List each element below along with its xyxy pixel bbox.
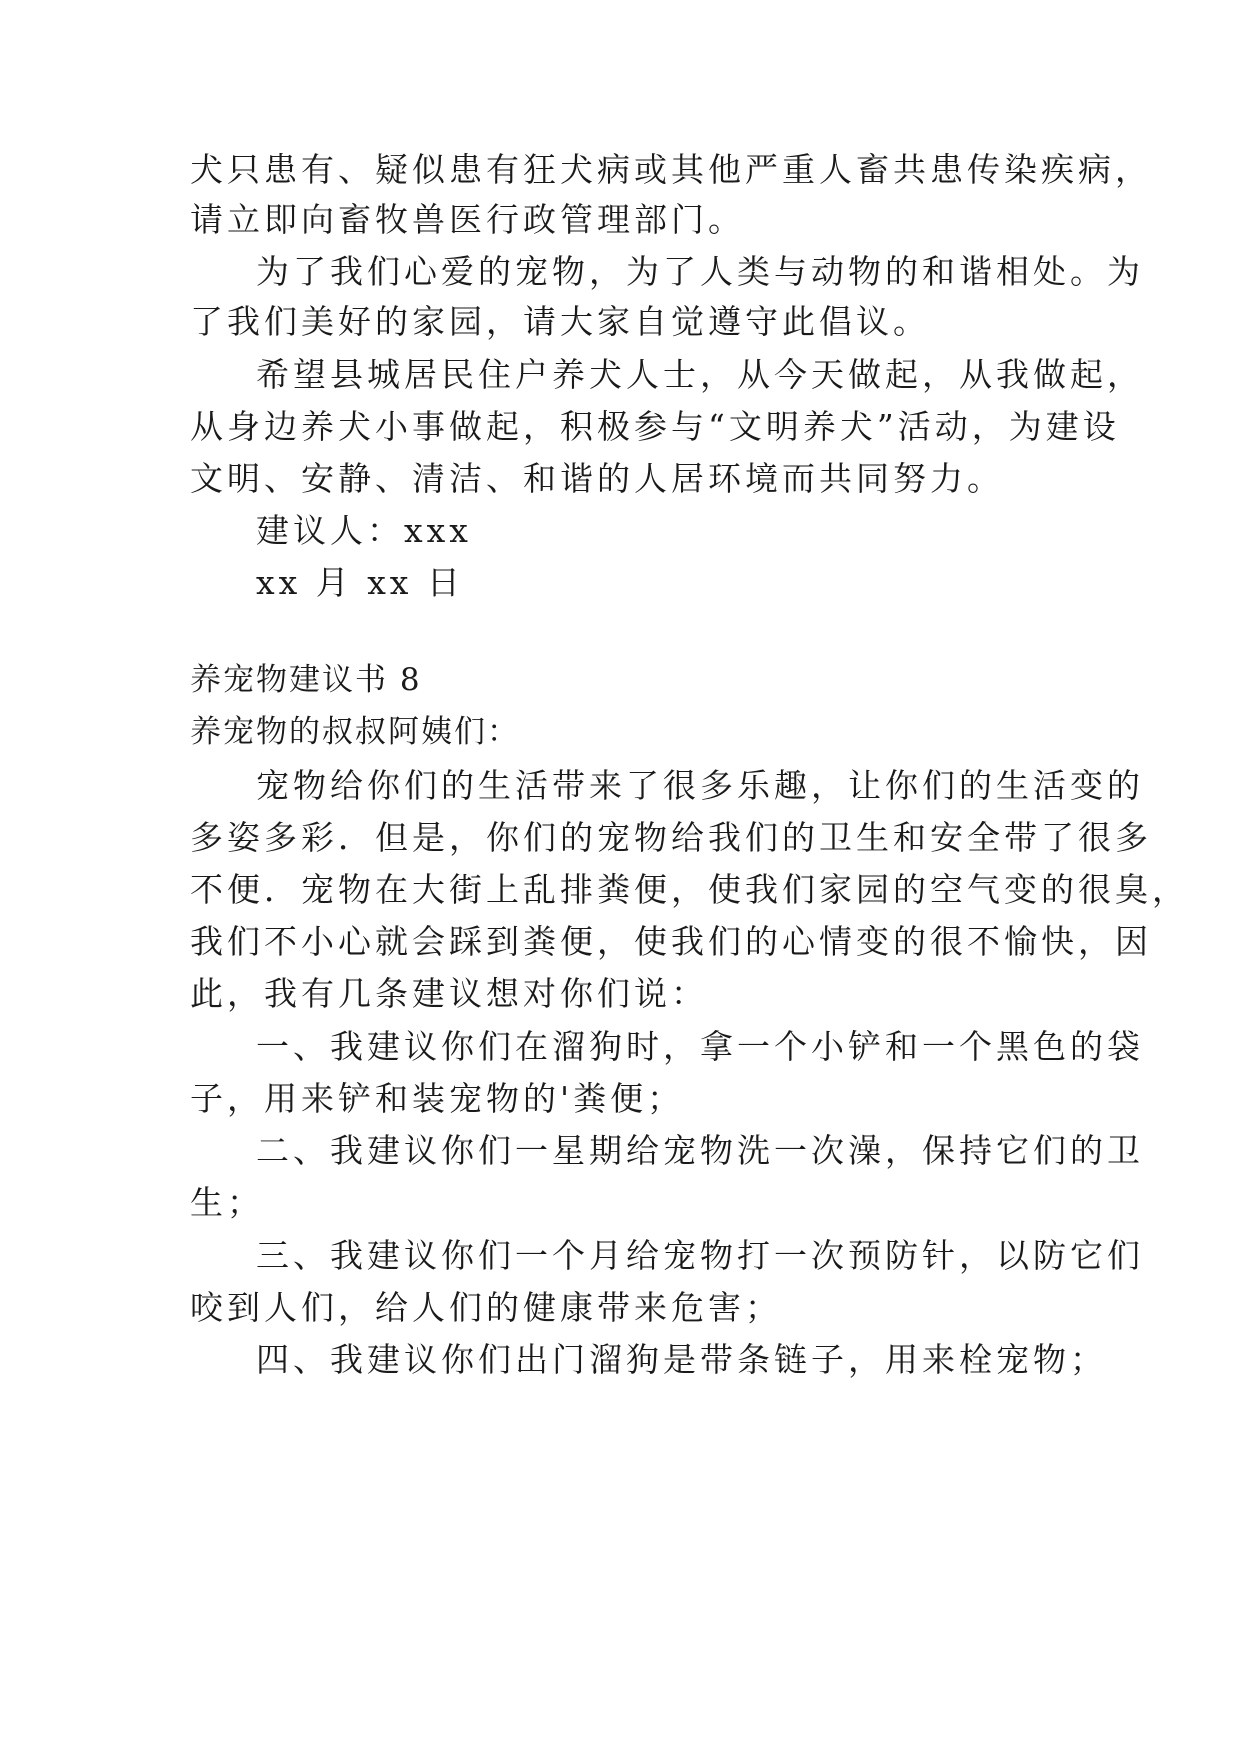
signature: 建议人：xxx <box>256 511 472 550</box>
paragraph-b-line-2: 了我们美好的家园，请大家自觉遵守此倡议。 <box>190 302 930 341</box>
paragraph-b-line-1: 为了我们心爱的宠物，为了人类与动物的和谐相处。为 <box>256 252 1144 291</box>
item-3-line-2: 咬到人们，给人们的健康带来危害； <box>190 1288 782 1327</box>
paragraph-c-line-3: 文明、安静、清洁、和谐的人居环境而共同努力。 <box>190 459 1004 498</box>
item-2-line-2: 生； <box>190 1183 264 1222</box>
date: xx 月 xx 日 <box>256 563 464 602</box>
paragraph-d-line-3: 不便．宠物在大街上乱排粪便，使我们家园的空气变的很臭， <box>190 870 1189 909</box>
paragraph-c-line-2: 从身边养犬小事做起，积极参与“文明养犬”活动，为建设 <box>190 407 1120 446</box>
item-3-line-1: 三、我建议你们一个月给宠物打一次预防针，以防它们 <box>256 1236 1144 1275</box>
item-1-line-1: 一、我建议你们在溜狗时，拿一个小铲和一个黑色的袋 <box>256 1027 1144 1066</box>
paragraph-d-line-1: 宠物给你们的生活带来了很多乐趣，让你们的生活变的 <box>256 766 1144 805</box>
salutation: 养宠物的叔叔阿姨们： <box>190 714 520 750</box>
paragraph-a-line-1: 犬只患有、疑似患有狂犬病或其他严重人畜共患传染疾病， <box>190 150 1152 189</box>
item-2-line-1: 二、我建议你们一星期给宠物洗一次澡，保持它们的卫 <box>256 1131 1144 1170</box>
paragraph-d-line-4: 我们不小心就会踩到粪便，使我们的心情变的很不愉快，因 <box>190 922 1152 961</box>
item-4-line-1: 四、我建议你们出门溜狗是带条链子，用来栓宠物； <box>256 1340 1107 1379</box>
paragraph-d-line-5: 此，我有几条建议想对你们说： <box>190 974 708 1013</box>
section-title: 养宠物建议书 8 <box>190 662 422 698</box>
paragraph-c-line-1: 希望县城居民住户养犬人士，从今天做起，从我做起， <box>256 355 1144 394</box>
paragraph-a-line-2: 请立即向畜牧兽医行政管理部门。 <box>190 200 745 239</box>
paragraph-d-line-2: 多姿多彩．但是，你们的宠物给我们的卫生和安全带了很多 <box>190 818 1152 857</box>
item-1-line-2: 子，用来铲和装宠物的'粪便； <box>190 1079 685 1118</box>
